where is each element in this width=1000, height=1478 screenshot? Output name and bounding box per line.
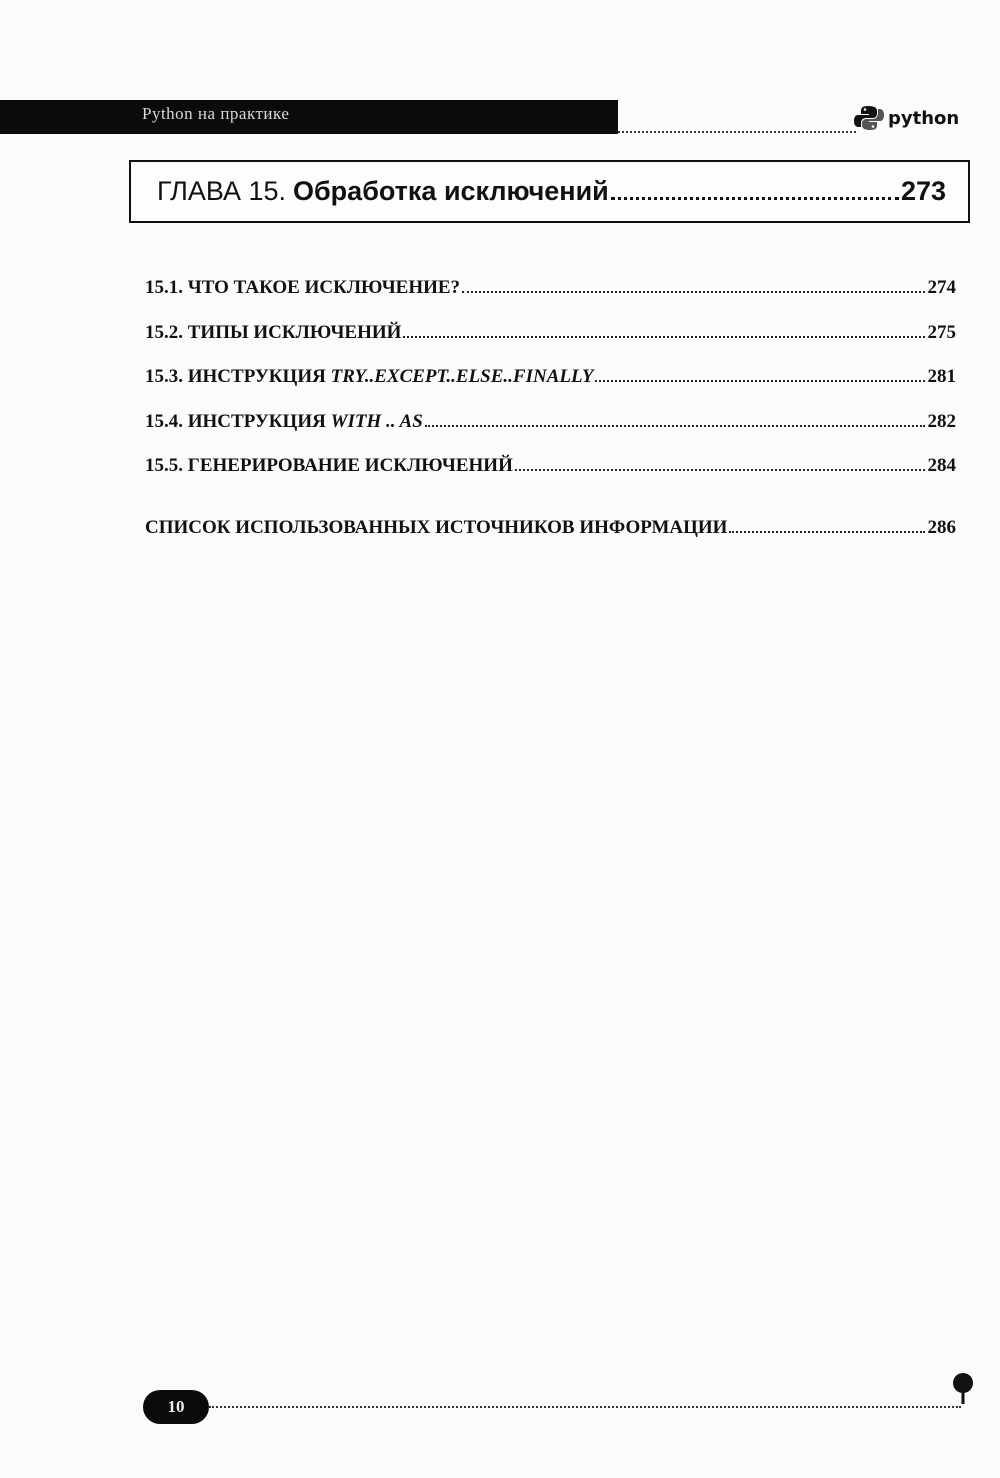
chapter-title: Обработка исключений	[293, 176, 609, 206]
toc-entry-keyword: WITH .. AS	[330, 410, 423, 432]
header-bar	[0, 100, 618, 134]
chapter-number: ГЛАВА 15.	[157, 176, 286, 206]
dot-leader	[425, 425, 925, 427]
toc-entry-sources[interactable]	[145, 517, 956, 562]
toc-entry-page: 281	[927, 366, 956, 387]
pin-marker-icon	[951, 1372, 975, 1411]
toc-entry-page: 274	[927, 277, 956, 298]
header-dotted-rule	[618, 131, 856, 133]
toc-entry-15-3[interactable]	[145, 366, 956, 411]
dot-leader	[595, 380, 924, 382]
footer-dotted-rule	[209, 1406, 961, 1408]
dot-leader	[515, 469, 925, 471]
dot-leader	[462, 291, 924, 293]
running-header-title: Python на практике	[142, 104, 290, 123]
toc-entry-15-1[interactable]	[145, 277, 956, 322]
chapter-page-number: 273	[900, 176, 946, 206]
toc-entry-label: 15.2. ТИПЫ ИСКЛЮЧЕНИЙ	[145, 321, 402, 343]
page-number: 10	[167, 1397, 185, 1416]
toc-entry-label: 15.5. ГЕНЕРИРОВАНИЕ ИСКЛЮЧЕНИЙ	[145, 455, 513, 476]
logo-text: python	[888, 107, 960, 129]
chapter-heading-box	[129, 160, 970, 223]
toc-entry-label: 15.1. ЧТО ТАКОЕ ИСКЛЮЧЕНИЕ?	[145, 277, 461, 298]
chapter-entry[interactable]	[157, 176, 946, 207]
table-of-contents	[145, 277, 956, 561]
toc-entry-15-4[interactable]	[145, 411, 956, 456]
toc-entry-15-2[interactable]	[145, 322, 956, 367]
python-logo-icon	[854, 105, 884, 131]
toc-entry-keyword: TRY..EXCEPT..ELSE..FINALLY	[330, 366, 594, 387]
toc-entry-15-5[interactable]	[145, 455, 956, 500]
dot-leader	[403, 336, 924, 338]
dot-leader	[729, 531, 924, 533]
toc-entry-label: 15.3. ИНСТРУКЦИЯ	[145, 366, 331, 387]
toc-entry-page: 284	[927, 455, 956, 476]
toc-entry-label: 15.4. ИНСТРУКЦИЯ	[145, 410, 331, 432]
python-logo	[854, 104, 959, 132]
toc-entry-page: 275	[927, 321, 956, 343]
toc-entry-page: 286	[927, 516, 956, 538]
dot-leader	[611, 197, 899, 200]
page-number-badge	[143, 1390, 209, 1424]
toc-entry-label: СПИСОК ИСПОЛЬЗОВАННЫХ ИСТОЧНИКОВ ИНФОРМАЦИИ	[145, 516, 728, 538]
toc-entry-page: 282	[927, 410, 956, 432]
